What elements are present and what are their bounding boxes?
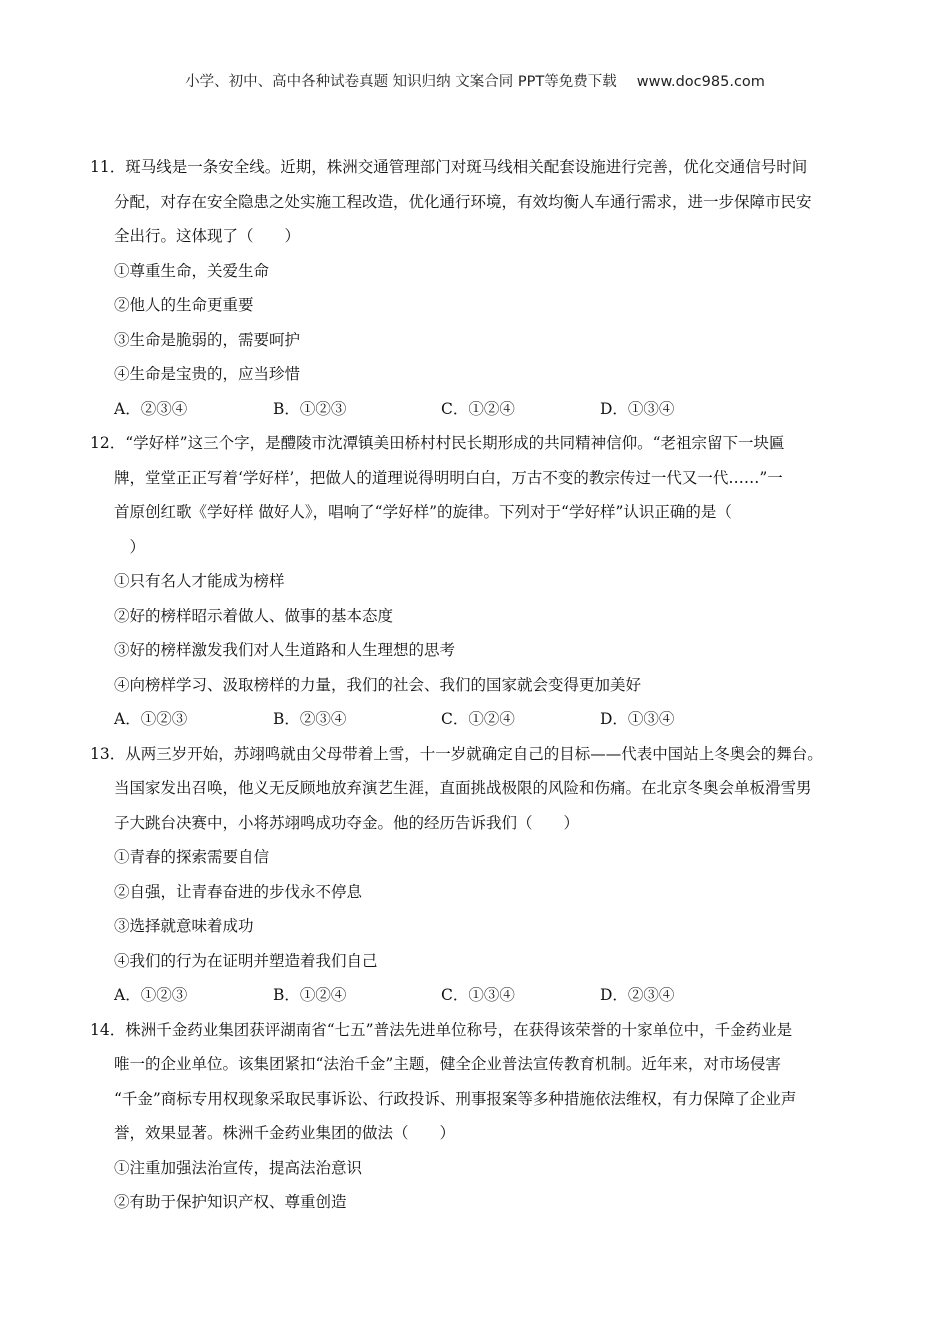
question-stem-text: 株洲千金药业集团获评湖南省“七五”普法先进单位称号，在获得该荣誉的十家单位中，千金药业是 bbox=[125, 1020, 793, 1039]
question-stem-line bbox=[0, 1116, 950, 1151]
answer-choices bbox=[0, 978, 950, 1013]
statement-option: ②自强，让青春奋进的步伐永不停息 bbox=[114, 882, 363, 901]
statement-option: ③好的榜样激发我们对人生道路和人生理想的思考 bbox=[114, 641, 456, 659]
statement-option: ④生命是宝贵的，应当珍惜 bbox=[114, 365, 301, 383]
question-12 bbox=[0, 426, 950, 737]
statement-option: ①尊重生命，关爱生命 bbox=[114, 261, 270, 280]
answer-choice-b[interactable]: B．①②④ bbox=[273, 986, 347, 1004]
question-stem-line bbox=[0, 495, 950, 530]
statement-option: ①青春的探索需要自信 bbox=[114, 848, 270, 866]
answer-choices bbox=[0, 702, 950, 737]
question-stem-text: “千金”商标专用权现象采取民事诉讼、行政投诉、刑事报案等多种措施依法维权，有力保障了企业声 bbox=[114, 1089, 797, 1108]
question-stem-line bbox=[0, 219, 950, 254]
statement-option: ③生命是脆弱的，需要呵护 bbox=[114, 330, 301, 349]
question-stem-text: 誉，效果显著。株洲千金药业集团的做法（ ） bbox=[114, 1124, 456, 1142]
answer-choice-a[interactable]: A．①②③ bbox=[114, 710, 188, 728]
question-stem-text: 当国家发出召唤，他义无反顾地放弃演艺生涯，直面挑战极限的风险和伤痛。在北京冬奥会单板滑雪男 bbox=[114, 779, 812, 797]
question-stem-text: 首原创红歌《学好样 做好人》，唱响了“学好样”的旋律。下列对于“学好样”认识正确的是（ bbox=[114, 503, 732, 521]
question-stem-line bbox=[0, 1082, 950, 1117]
answer-choice-b[interactable]: B．②③④ bbox=[273, 710, 347, 728]
question-stem-line bbox=[0, 737, 950, 772]
answer-choice-a[interactable]: A．②③④ bbox=[114, 399, 188, 418]
question-stem-line bbox=[0, 806, 950, 841]
answer-choices bbox=[0, 392, 950, 427]
question-stem-text: 唯一的企业单位。该集团紧扣“法治千金”主题，健全企业普法宣传教育机制。近年来，对市场侵害 bbox=[114, 1055, 781, 1073]
answer-choice-c[interactable]: C．①②④ bbox=[441, 399, 515, 418]
answer-choice-d[interactable]: D．①③④ bbox=[600, 399, 675, 418]
statement-option: ④我们的行为在证明并塑造着我们自己 bbox=[114, 951, 378, 970]
question-stem-line bbox=[0, 771, 950, 806]
question-11 bbox=[0, 150, 950, 426]
statement-option: ②有助于保护知识产权、尊重创造 bbox=[114, 1193, 347, 1211]
header-site-link[interactable]: www.doc985.com bbox=[636, 74, 765, 90]
statement-option: ②他人的生命更重要 bbox=[114, 296, 254, 314]
answer-choice-b[interactable]: B．①②③ bbox=[273, 399, 347, 418]
question-stem-text: 斑马线是一条安全线。近期，株洲交通管理部门对斑马线相关配套设施进行完善，优化交通信号时间 bbox=[125, 158, 808, 176]
answer-choice-d[interactable]: D．①③④ bbox=[600, 710, 675, 728]
answer-choice-c[interactable]: C．①②④ bbox=[441, 710, 515, 728]
question-stem-text: 子大跳台决赛中，小将苏翊鸣成功夺金。他的经历告诉我们（ ） bbox=[114, 813, 580, 832]
question-list bbox=[0, 150, 950, 1220]
question-number: 14． bbox=[90, 1020, 126, 1039]
question-14 bbox=[0, 1013, 950, 1220]
statement-option: ④向榜样学习、汲取榜样的力量，我们的社会、我们的国家就会变得更加美好 bbox=[114, 675, 642, 694]
statement-option: ③选择就意味着成功 bbox=[114, 917, 254, 935]
question-stem-text: 分配，对存在安全隐患之处实施工程改造，优化通行环境，有效均衡人车通行需求，进一步保障市民安 bbox=[114, 192, 812, 211]
statement-option: ②好的榜样昭示着做人、做事的基本态度 bbox=[114, 606, 394, 625]
question-stem-line bbox=[0, 150, 950, 185]
answer-choice-d[interactable]: D．②③④ bbox=[600, 986, 675, 1004]
statement-option: ①注重加强法治宣传，提高法治意识 bbox=[114, 1158, 363, 1177]
page-header bbox=[0, 70, 950, 91]
question-stem-line bbox=[0, 185, 950, 220]
question-13 bbox=[0, 737, 950, 1013]
question-stem-text: ） bbox=[114, 537, 146, 556]
question-stem-text: 全出行。这体现了（ ） bbox=[114, 227, 301, 245]
question-stem-line bbox=[0, 461, 950, 496]
question-number: 13． bbox=[90, 744, 126, 763]
question-stem-line bbox=[0, 530, 950, 565]
statement-option: ①只有名人才能成为榜样 bbox=[114, 572, 285, 590]
question-number: 11． bbox=[90, 158, 126, 176]
question-stem-text: “学好样”这三个字，是醴陵市沈潭镇美田桥村村民长期形成的共同精神信仰。“老祖宗留下一块匾 bbox=[125, 434, 785, 452]
answer-choice-c[interactable]: C．①③④ bbox=[441, 986, 515, 1004]
header-text: 小学、初中、高中各种试卷真题 知识归纳 文案合同 PPT等免费下载 bbox=[185, 74, 617, 90]
question-stem-line bbox=[0, 1013, 950, 1048]
answer-choice-a[interactable]: A．①②③ bbox=[114, 986, 188, 1004]
question-stem-line bbox=[0, 426, 950, 461]
question-number: 12． bbox=[90, 434, 126, 452]
question-stem-text: 牌，堂堂正正写着‘学好样’，把做人的道理说得明明白白，万古不变的教宗传过一代又一代……”一 bbox=[114, 468, 783, 487]
question-stem-line bbox=[0, 1047, 950, 1082]
question-stem-text: 从两三岁开始，苏翊鸣就由父母带着上雪，十一岁就确定自己的目标——代表中国站上冬奥会的舞台。 bbox=[125, 744, 823, 763]
